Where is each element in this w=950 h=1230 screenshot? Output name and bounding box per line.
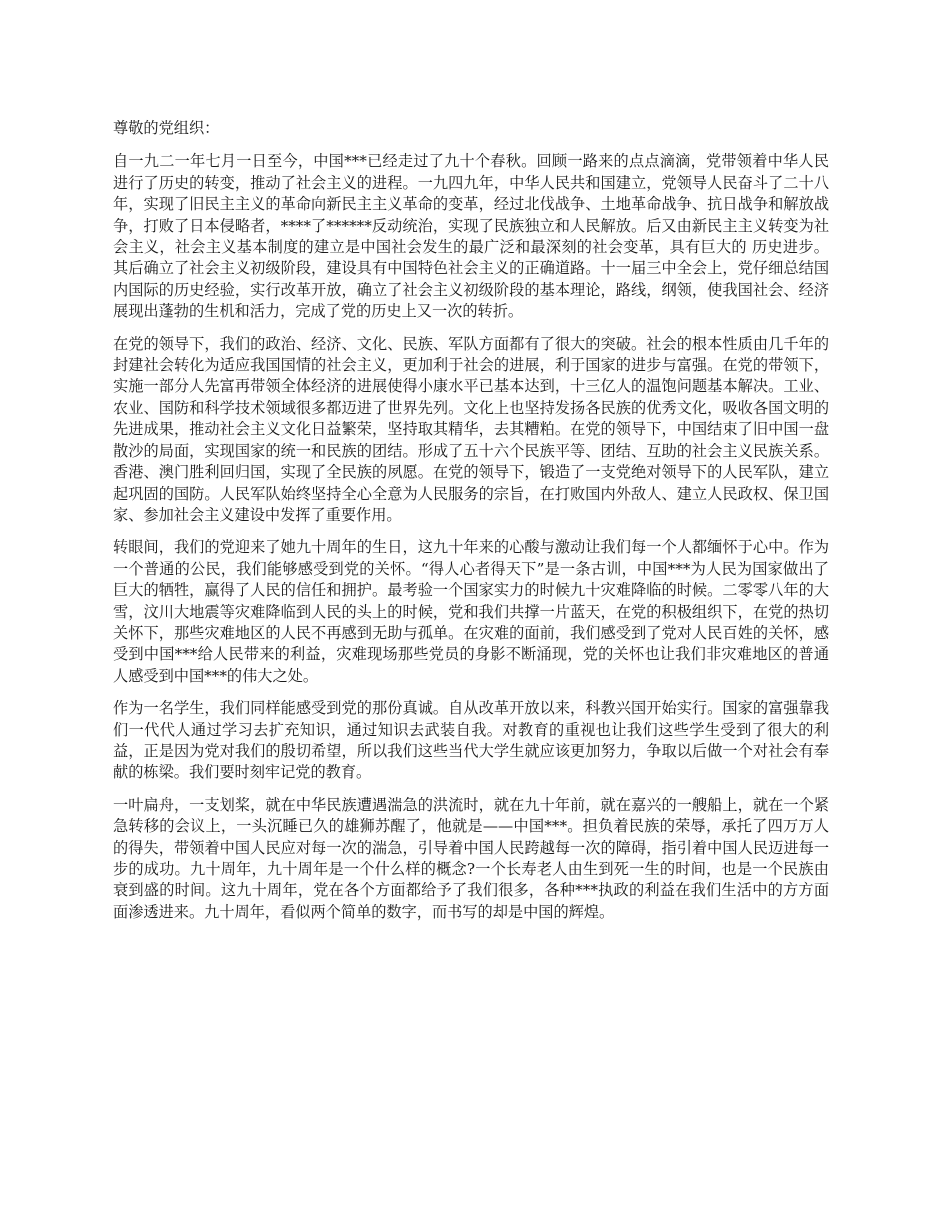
paragraph-history: 自一九二一年七月一日至今，中国***已经走过了九十个春秋。回顾一路来的点点滴滴，党带领着中华人民进行了历史的转变，推动了社会主义的进程。一九四九年，中华人民共和国建立，党领导人民奋斗了二十八年，实现了旧民主主义的革命向新民主主义革命的变革，经过北伐战争、土地革命战争、抗日战争和解放战争，打败了日本侵略者，****了******反动统治，实现了民族独立和人民解放。后又由新民主主义转变为社会主义，社会主义基本制度的建立是中国社会发生的最广泛和最深刻的社会变革，具有巨大的 历史进步。其后确立了社会主义初级阶段，建设具有中国特色社会主义的正确道路。十一届三中全会上，党仔细总结国内国际的历史经验，实行改革开放，确立了社会主义初级阶段的基本理论，路线，纲领，使我国社会、经济展现出蓬勃的生机和活力，完成了党的历史上又一次的转折。	[113, 152, 829, 321]
document-body	[113, 118, 829, 934]
salutation: 尊敬的党组织：	[113, 119, 220, 137]
paragraph-boat: 一叶扁舟，一支划桨，就在中华民族遭遇湍急的洪流时，就在九十年前，就在嘉兴的一艘船上，就在一个紧急转移的会议上，一头沉睡已久的雄狮苏醒了，他就是——中国***。担负着民族的荣辱，承托了四万万人的得失，带领着中国人民应对每一次的湍急，引导着中国人民跨越每一次的障碍，指引着中国人民迈进每一步的成功。九十周年，九十周年是一个什么样的概念?一个长寿老人由生到死一生的时间，也是一个民族由衰到盛的时间。这九十周年，党在各个方面都给予了我们很多，各种***执政的利益在我们生活中的方方面面渗透进来。九十周年，看似两个简单的数字，而书写的却是中国的辉煌。	[113, 795, 829, 921]
paragraph-ninetieth-anniversary: 转眼间，我们的党迎来了她九十周年的生日，这九十年来的心酸与激动让我们每一个人都缅怀于心中。作为一个普通的公民，我们能够感受到党的关怀。“得人心者得天下”是一条古训，中国***为人民为国家做出了巨大的牺牲，赢得了人民的信任和拥护。最考验一个国家实力的时候九十灾难降临的时候。二零零八年的大雪，汶川大地震等灾难降临到人民的头上的时候，党和我们共撑一片蓝天，在党的积极组织下，在党的热切关怀下，那些灾难地区的人民不再感到无助与孤单。在灾难的面前，我们感受到了党对人民百姓的关怀，感受到中国***给人民带来的利益，灾难现场那些党员的身影不断涌现，党的关怀也让我们非灾难地区的普通人感受到中国***的伟大之处。	[113, 538, 829, 685]
paragraph-student: 作为一名学生，我们同样能感受到党的那份真诚。自从改革开放以来，科教兴国开始实行。国家的富强靠我们一代代人通过学习去扩充知识，通过知识去武装自我。对教育的重视也让我们这些学生受到了很大的利益，正是因为党对我们的殷切希望，所以我们这些当代大学生就应该更加努力，争取以后做一个对社会有奉献的栋梁。我们要时刻牢记党的教育。	[113, 699, 829, 782]
paragraph-achievements: 在党的领导下，我们的政治、经济、文化、民族、军队方面都有了很大的突破。社会的根本性质由几千年的封建社会转化为适应我国国情的社会主义，更加利于社会的进展，利于国家的进步与富强。在党的带领下，实施一部分人先富再带领全体经济的进展使得小康水平已基本达到，十三亿人的温饱问题基本解决。工业、农业、国防和科学技术领域很多都迈进了世界先列。文化上也坚持发扬各民族的优秀文化，吸收各国文明的先进成果，推动社会主义文化日益繁荣，坚持取其精华，去其糟粕。在党的领导下，中国结束了旧中国一盘散沙的局面，实现国家的统一和民族的团结。形成了五十六个民族平等、团结、互助的社会主义民族关系。香港、澳门胜利回归国，实现了全民族的夙愿。在党的领导下，锻造了一支党绝对领导下的人民军队，建立起巩固的国防。人民军队始终坚持全心全意为人民服务的宗旨，在打败国内外敌人、建立人民政权、保卫国家、参加社会主义建设中发挥了重要作用。	[113, 334, 829, 524]
